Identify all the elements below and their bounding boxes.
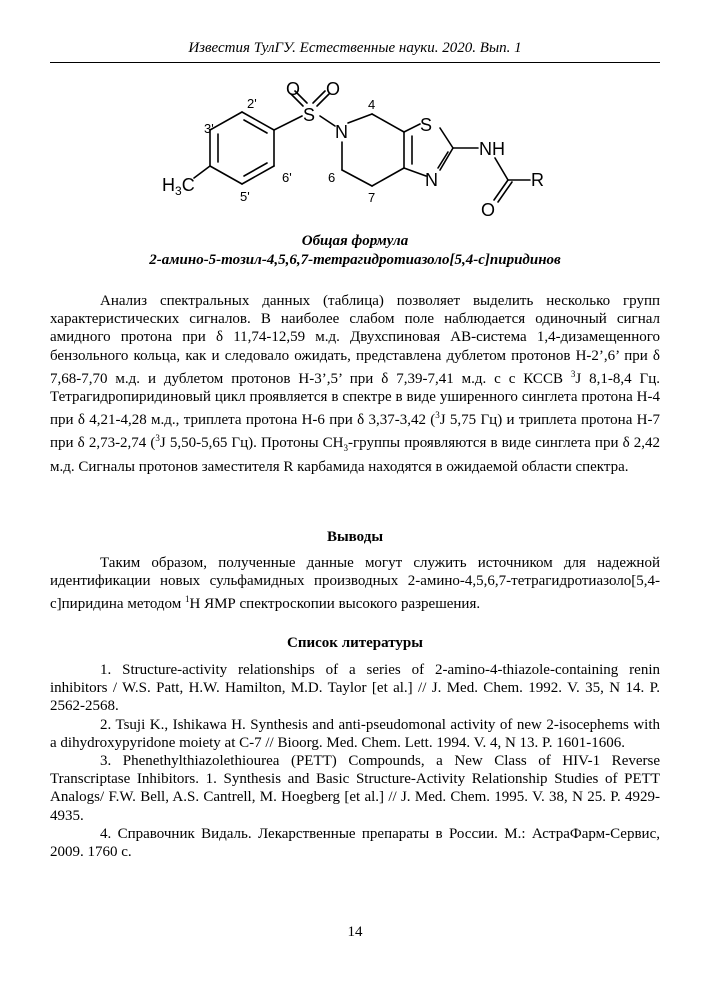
label-5prime: 5' [240,189,250,204]
caption-line-2: 2-амино-5-тозил-4,5,6,7-тетрагидротиазоло[5,4-c]пиридинов [149,252,561,268]
references-heading: Список литературы [287,635,423,651]
label-6prime: 6' [282,170,292,185]
atom-s-thiazole: S [420,115,433,135]
references-list [50,661,660,861]
label-2prime: 2' [247,96,257,111]
header-rule [50,62,660,63]
label-4: 4 [368,97,376,112]
atom-nh: NH [479,139,505,159]
label-3prime: 3' [204,121,214,136]
running-header: Известия ТулГУ. Естественные науки. 2020. Вып. 1 [188,40,522,56]
conclusions-heading: Выводы [326,529,384,545]
atom-n-thiazole: N [425,170,438,190]
conclusions-paragraph: Таким образом, полученные данные могут служить источником для надежной идентификации новых сульфамидных производных 2-амино-4,5,6,7-тетрагидротиазоло[5,4-c]пиридина методом $^1$Н ЯМР спектроскопии высокого разрешения. [50,555,660,613]
atom-n-ring: N [335,122,348,142]
reference-item: 2. Tsuji K., Ishikawa H. Synthesis and anti-pseudomonal activity of new 2-isocephems with a dihydroxypyridone moiety at C-7 // Bioorg. Med. Chem. Lett. 1994. V. 4, N 13. P. 1601-1606. [50,716,660,751]
page-number: 14 [347,924,363,940]
reference-item: 1. Structure-activity relationships of a series of 2-amino-4-thiazole-containing renin inhibitors / W.S. Patt, H.W. Hamilton, M.D. Taylor [et al.] // J. Med. Chem. 1992. V. 35, N 14. P. 2562-2568. [50,662,660,715]
atom-o-right: O [326,79,341,99]
analysis-paragraph: Анализ спектральных данных (таблица) позволяет выделить несколько групп характеристических сигналов. В наиболее слабом поле наблюдается одиночный сигнал амидного протона при δ 11,74-12,59 м.д. Двухспиновая АВ-система 1,4-дизамещенного бензольного кольца, как и следовало ожидать, представлена дублетом протонов Н-2’,6’ при δ 7,68-7,70 м.д. и дублетом протонов Н-3’,5’ при δ 7,39-7,41 м.д. с с КССВ $^3$J 8,1-8,4 Гц. Тетрагидропиридиновый цикл проявляется в спектре в виде уширенного синглета протона Н-4 при δ 4,21-4,28 м.д., триплета протона Н-6 при δ 3,37-3,42 ($^3$J 5,75 Гц) и триплета протона Н-7 при δ 2,73-2,74 ($^3$J 5,50-5,65 Гц). Протоны $СН_3$-группы проявляются в виде синглета при δ 2,42 м.д. Сигналы протонов заместителя R карбамида находятся в ожидаемой области спектра. [50,293,661,475]
atom-s-sulfonyl: S [303,105,316,125]
figure-caption [50,232,660,270]
atom-o-left: O [286,79,301,99]
label-6: 6 [328,170,336,185]
methyl-group: $H_3C$ [162,175,195,198]
chemical-structure [150,78,560,228]
atom-o-carbonyl: O [481,200,496,220]
atom-r: R [531,170,544,190]
label-7: 7 [368,190,376,205]
caption-line-1: Общая формула [301,233,409,249]
reference-item: 4. Справочник Видаль. Лекарственные препараты в России. М.: АстраФарм-Сервис, 2009. 1760 с. [50,825,660,861]
reference-item: 3. Phenethylthiazolethiourea (PETT) Compounds, a New Class of HIV-1 Reverse Transcriptase Inhibitors. 1. Synthesis and Basic Structure-Activity Relationship Studies of PETT Analogs/ F.W. Bell, A.S. Cantrell, M. Hoegberg [et al.] // J. Med. Chem. 1995. V. 38, N 25. P. 4929-4935. [50,753,660,824]
